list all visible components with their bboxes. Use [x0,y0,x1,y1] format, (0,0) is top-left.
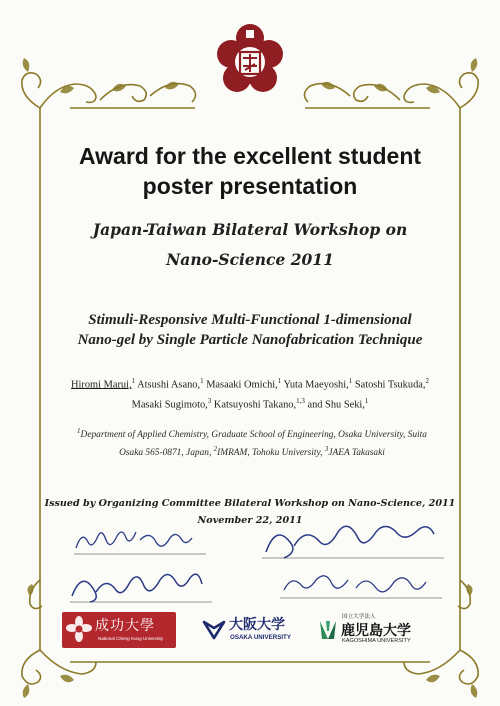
signature-3 [66,566,216,606]
author-name: and Shu Seki, [307,399,365,411]
kagoshima-university-logo [318,611,438,649]
author-name: Hiromi Marui, [71,379,132,391]
author-affil-sup: 1,3 [296,397,305,406]
workshop-name-line-1: Japan-Taiwan Bilateral Workshop on [92,220,408,239]
author-affil-sup: 1 [348,377,353,385]
author-list [40,373,460,414]
author-affil-sup: 1 [364,397,369,406]
osaka-mark-icon [202,618,226,640]
signature-4 [276,568,446,602]
kagoshima-mark-icon [318,619,338,641]
author-affil-sup: 1 [131,377,136,385]
issue-date: November 22, 2011 [197,515,303,526]
affil-line-2c: JAEA Takasaki [328,448,385,459]
author-affil-sup: 3 [207,397,212,406]
affil-line-1: Department of Applied Chemistry, Graduate School of Engineering, Osaka University, Suita [80,430,427,441]
osaka-university-logo [202,612,302,648]
author-name: Atsushi Asano, [137,379,201,391]
poster-title-line-2: Nano-gel by Single Particle Nanofabrication Technique [77,332,423,348]
award-title-line-2: poster presentation [142,173,358,199]
author-affil-sup: 1 [277,377,282,385]
affil-sup: 3 [324,445,329,454]
signature-2 [258,522,448,562]
signature-1 [70,526,210,558]
crest-icon [209,18,291,106]
author-name: Satoshi Tsukuda, [354,379,426,391]
affil-sup: 2 [213,445,218,454]
issued-by: Issued by Organizing Committee Bilateral Workshop on Nano-Science, 2011 [44,498,456,509]
kagoshima-name-jp: 鹿児島大学 [341,623,411,639]
author-name: Masaki Sugimoto, [131,399,208,411]
osaka-name-en: OSAKA UNIVERSITY [230,634,291,641]
award-title-line-1: Award for the excellent student [78,143,422,169]
author-name: Yuta Maeyoshi, [283,379,349,391]
author-name: Katsuyoshi Takano, [213,399,297,411]
osaka-name-jp: 大阪大学 [229,617,285,633]
workshop-name-line-2: Nano-Science 2011 [166,250,334,269]
affil-line-2a: Osaka 565-0871, Japan, [119,448,214,459]
author-affil-sup: 1 [200,377,204,385]
author-affil-sup: 2 [425,377,429,385]
kagoshima-prefix: 国立大学法人 [342,614,376,620]
affiliations [48,424,456,460]
ncku-name-en: National Cheng Kung University [98,636,164,641]
flower-icon [66,616,92,642]
ncku-name-cn: 成功大學 [95,618,155,634]
affil-sup: 1 [77,427,81,435]
poster-title-line-1: Stimuli-Responsive Multi-Functional 1-dimensional [88,312,412,328]
kagoshima-name-en: KAGOSHIMA UNIVERSITY [342,638,411,644]
affil-line-2b: IMRAM, Tohoku University, [217,448,325,459]
author-name: Masaaki Omichi, [206,379,278,391]
ncku-logo [62,612,176,648]
